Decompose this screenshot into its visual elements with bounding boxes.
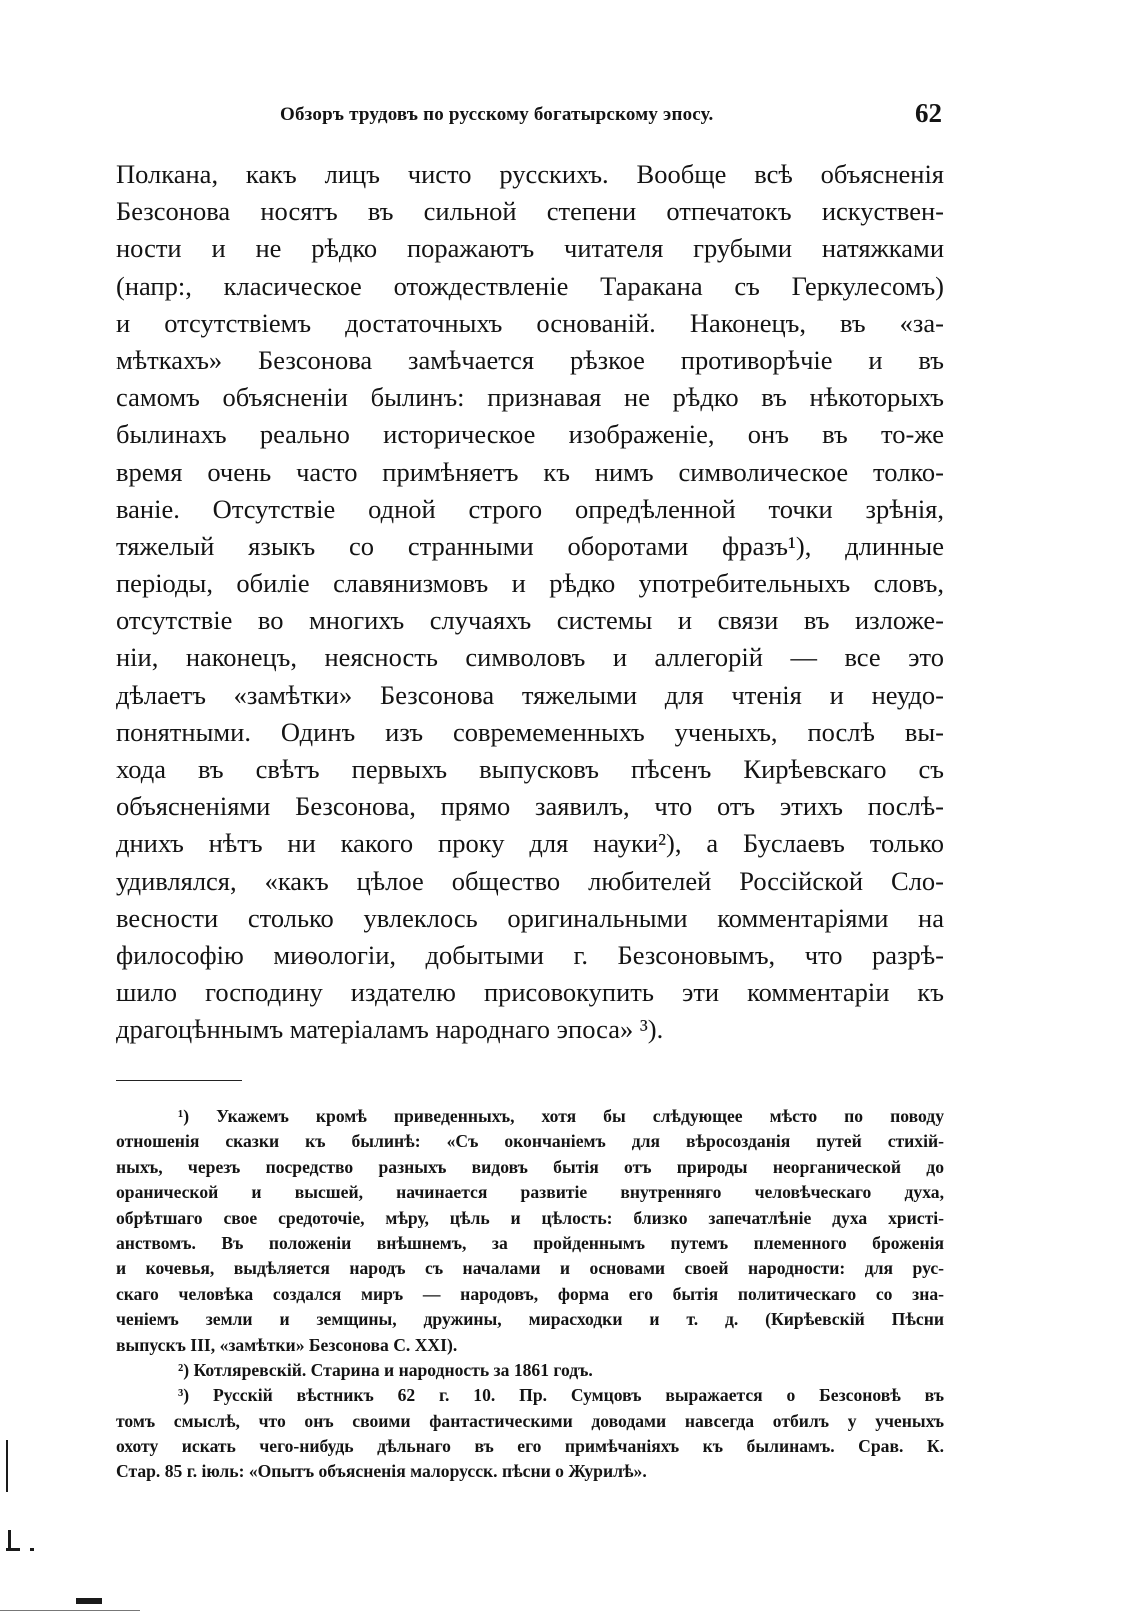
footnote-line: скаго человѣка создался миръ — народовъ, форма его бытія политическаго со зна- (116, 1283, 944, 1304)
footnote-line: выпускъ III, «замѣтки» Безсонова С. XXI). (116, 1334, 458, 1355)
body-line: періоды, обиліе славянизмовъ и рѣдко употребительныхъ словъ, (116, 568, 944, 599)
running-title: Обзоръ трудовъ по русскому богатырскому эпосу. (280, 104, 714, 125)
footnote-line: отношенія сказки къ былинѣ: «Съ окончаніемъ для вѣросозданія путей стихій- (116, 1131, 944, 1152)
body-line: самомъ объясненіи былинъ: признавая не рѣдко въ нѣкоторыхъ (116, 382, 944, 413)
body-line: объясненіями Безсонова, прямо заявилъ, что отъ этихъ послѣ- (116, 791, 944, 822)
running-head (116, 100, 946, 136)
body-line: тяжелый языкъ со странными оборотами фразъ¹), длинные (116, 530, 944, 561)
body-line: мѣткахъ» Безсонова замѣчается рѣзкое противорѣчіе и въ (116, 344, 944, 375)
scan-artifact (30, 1548, 34, 1551)
footnote-line: и кочевья, выдѣляется народъ съ началами и основами своей народности: для рус- (116, 1258, 944, 1279)
body-line: днихъ нѣтъ ни какого проку для науки²), а Буслаевъ только (116, 828, 944, 859)
footnote-line: ченіемъ земли и земщины, дружины, мирасходки и т. д. (Кирѣевскій Пѣсни (116, 1309, 944, 1330)
body-line: и отсутствіемъ достаточныхъ основаній. Наконецъ, въ «за- (116, 307, 944, 338)
body-line: ваніе. Отсутствіе одной строго опредѣленной точки зрѣнія, (116, 493, 944, 524)
body-line: (напр:, класическое отождествленіе Таракана съ Геркулесомъ) (116, 270, 944, 301)
scan-artifact (76, 1598, 102, 1604)
body-line: дѣлаетъ «замѣтки» Безсонова тяжелыми для чтенія и неудо- (116, 679, 944, 710)
footnote-line: охоту искать чего-нибудь дѣльнаго въ его примѣчаніяхъ къ былинамъ. Срав. К. (116, 1436, 944, 1457)
body-line: понятными. Одинъ изъ совремеменныхъ ученыхъ, послѣ вы- (116, 716, 944, 747)
footnote-line: Стар. 85 г. іюль: «Опытъ объясненія малорусск. пѣсни о Журилѣ». (116, 1461, 647, 1482)
page-number: 62 (915, 98, 942, 128)
body-line: былинахъ реально историческое изображеніе, онъ въ то-же (116, 419, 944, 450)
scan-artifact (8, 1530, 11, 1550)
footnote-line: оранической и высшей, начинается развитіе внутренняго человѣческаго духа, (116, 1182, 944, 1203)
body-line: шило господину издателю присовокупить эти комментаріи къ (116, 977, 944, 1008)
body-line: Безсонова носятъ въ сильной степени отпечатокъ искуствен- (116, 196, 944, 227)
footnote-line: ³) Русскій вѣстникъ 62 г. 10. Пр. Сумцовъ выражается о Безсоновѣ въ (178, 1385, 944, 1406)
footnote-divider (116, 1080, 242, 1081)
body-line: драгоцѣннымъ матеріаламъ народнаго эпоса» ³). (116, 1014, 664, 1045)
body-line: удивлялся, «какъ цѣлое общество любителей Россійской Сло- (116, 865, 944, 896)
footnote-line: ныхъ, черезъ посредство разныхъ видовъ бытія отъ природы неорганической до (116, 1156, 944, 1177)
body-line: Полкана, какъ лицъ чисто русскихъ. Вообще всѣ объясненія (116, 159, 944, 189)
body-line: ности и не рѣдко поражаютъ читателя грубыми натяжками (116, 233, 944, 264)
body-line: отсутствіе во многихъ случаяхъ системы и связи въ изложе- (116, 605, 944, 636)
footnote-line: томъ смыслѣ, что онъ своими фантастическими доводами навсегда отбилъ у ученыхъ (116, 1410, 944, 1431)
footnote-line: ²) Котляревскій. Старина и народность за 1861 годъ. (178, 1359, 593, 1380)
main-text (116, 156, 944, 1049)
body-line: весности столько увлеклось оригинальными комментаріями на (116, 902, 944, 933)
body-line: время очень часто примѣняетъ къ нимъ символическое толко- (116, 456, 944, 487)
scan-artifact (6, 1440, 8, 1492)
footnotes (116, 1104, 944, 1485)
footnote-line: обрѣтшаго свое средоточіе, мѣру, цѣль и цѣлость: близко запечатлѣніе духа христі- (116, 1207, 944, 1228)
scan-artifact (0, 1610, 140, 1611)
footnote-line: анствомъ. Въ положеніи внѣшнемъ, за пройденнымъ путемъ племенного броженія (116, 1232, 944, 1253)
body-line: философію миѳологіи, добытыми г. Безсоновымъ, что разрѣ- (116, 939, 944, 970)
footnote-line: ¹) Укажемъ кромѣ приведенныхъ, хотя бы слѣдующее мѣсто по поводу (178, 1106, 944, 1126)
body-line: хода въ свѣтъ первыхъ выпусковъ пѣсенъ Кирѣевскаго съ (116, 754, 944, 784)
body-line: ніи, наконецъ, неясность символовъ и аллегорій — все это (116, 642, 944, 673)
